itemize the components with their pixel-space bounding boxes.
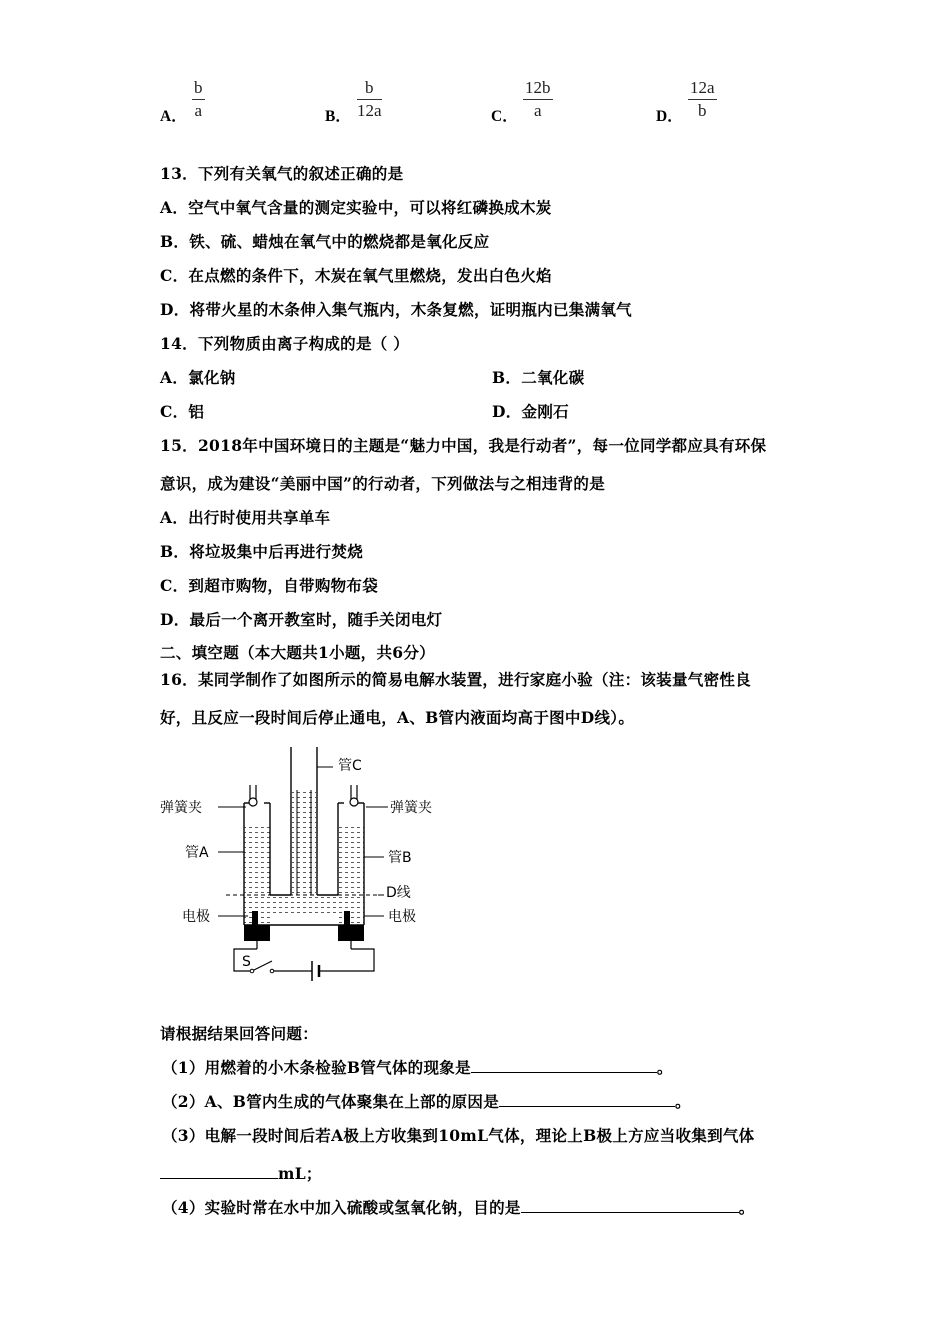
denominator: a bbox=[194, 101, 203, 120]
section-heading: 二、填空题（本大题共1小题，共6分） bbox=[160, 643, 435, 662]
q15-option-d: D．最后一个离开教室时，随手关闭电灯 bbox=[160, 610, 443, 629]
spring-clip-left-label: 弹簧夹 bbox=[160, 800, 202, 816]
q13-option-b: B．铁、硫、蜡烛在氧气中的燃烧都是氧化反应 bbox=[160, 232, 490, 251]
numerator: 12b bbox=[523, 78, 553, 100]
q16-sub1 bbox=[162, 1056, 673, 1078]
electrode-right-label: 电极 bbox=[388, 909, 416, 925]
electrolysis-apparatus-diagram bbox=[158, 745, 458, 990]
q13-option-a: A．空气中氧气含量的测定实验中，可以将红磷换成木炭 bbox=[160, 198, 552, 217]
denominator: b bbox=[698, 101, 707, 120]
q16-sub3-end: mL； bbox=[278, 1164, 322, 1183]
q16-sub2-text: （2）A、B管内生成的气体聚集在上部的原因是 bbox=[162, 1092, 500, 1111]
q16-sub4-end: 。 bbox=[738, 1198, 755, 1217]
d-line-label: D线 bbox=[386, 885, 411, 901]
switch-label: S bbox=[242, 954, 251, 970]
q16-stem-line2: 好，且反应一段时间后停止通电，A、B管内液面均高于图中D线）。 bbox=[160, 708, 635, 727]
denominator: 12a bbox=[357, 101, 382, 120]
answer-blank-1[interactable] bbox=[471, 1058, 657, 1073]
q13-stem: 13．下列有关氧气的叙述正确的是 bbox=[160, 164, 404, 183]
answer-blank-2[interactable] bbox=[499, 1092, 675, 1107]
option-letter: B． bbox=[325, 108, 351, 125]
q16-sub4-text: （4）实验时常在水中加入硫酸或氢氧化钠，目的是 bbox=[162, 1198, 521, 1217]
fraction bbox=[523, 78, 553, 122]
option-letter: A． bbox=[160, 108, 187, 125]
q14-option-c: C．铝 bbox=[160, 402, 205, 421]
q15-option-c: C．到超市购物，自带购物布袋 bbox=[160, 576, 379, 595]
option-letter: D． bbox=[656, 108, 683, 125]
tube-b-label: 管B bbox=[388, 850, 412, 866]
q16-sub4 bbox=[162, 1196, 755, 1218]
fraction bbox=[357, 78, 382, 122]
q14-option-a: A．氯化钠 bbox=[160, 368, 236, 387]
fraction bbox=[688, 78, 717, 122]
q14-option-b: B．二氧化碳 bbox=[492, 368, 585, 387]
option-letter: C． bbox=[491, 108, 518, 125]
q16-stem-line1: 16．某同学制作了如图所示的简易电解水装置，进行家庭小验（注：该装量气密性良 bbox=[160, 670, 751, 689]
q16-sub1-end: 。 bbox=[656, 1058, 673, 1077]
q15-stem-line2: 意识，成为建设“美丽中国”的行动者，下列做法与之相违背的是 bbox=[160, 474, 606, 493]
numerator: 12a bbox=[688, 78, 717, 100]
answer-blank-3[interactable] bbox=[160, 1164, 278, 1179]
q16-sub2 bbox=[162, 1090, 691, 1112]
q16-sub3-line2 bbox=[160, 1162, 322, 1184]
q15-option-b: B．将垃圾集中后再进行焚烧 bbox=[160, 542, 364, 561]
tube-a-label: 管A bbox=[185, 845, 209, 861]
fraction bbox=[192, 78, 205, 122]
q13-option-d: D．将带火星的木条伸入集气瓶内，木条复燃，证明瓶内已集满氧气 bbox=[160, 300, 632, 319]
q16-prompt: 请根据结果回答问题： bbox=[160, 1024, 319, 1043]
q16-sub1-text: （1）用燃着的小木条检验B管气体的现象是 bbox=[162, 1058, 471, 1077]
denominator: a bbox=[533, 101, 542, 120]
q15-option-a: A．出行时使用共享单车 bbox=[160, 508, 331, 527]
q13-option-c: C．在点燃的条件下，木炭在氧气里燃烧，发出白色火焰 bbox=[160, 266, 552, 285]
answer-blank-4[interactable] bbox=[521, 1198, 739, 1213]
numerator: b bbox=[192, 78, 205, 100]
q16-sub2-end: 。 bbox=[675, 1092, 691, 1111]
numerator: b bbox=[357, 78, 382, 100]
electrode-left-label: 电极 bbox=[182, 909, 210, 925]
spring-clip-right-label: 弹簧夹 bbox=[390, 800, 432, 816]
q14-stem: 14．下列物质由离子构成的是（ ） bbox=[160, 334, 410, 353]
q15-stem-line1: 15．2018年中国环境日的主题是“魅力中国，我是行动者”，每一位同学都应具有环保 bbox=[160, 436, 767, 455]
q16-sub3-line1: （3）电解一段时间后若A极上方收集到10mL气体，理论上B极上方应当收集到气体 bbox=[162, 1126, 755, 1145]
q14-option-d: D．金刚石 bbox=[492, 402, 569, 421]
tube-c-label: 管C bbox=[338, 758, 362, 774]
